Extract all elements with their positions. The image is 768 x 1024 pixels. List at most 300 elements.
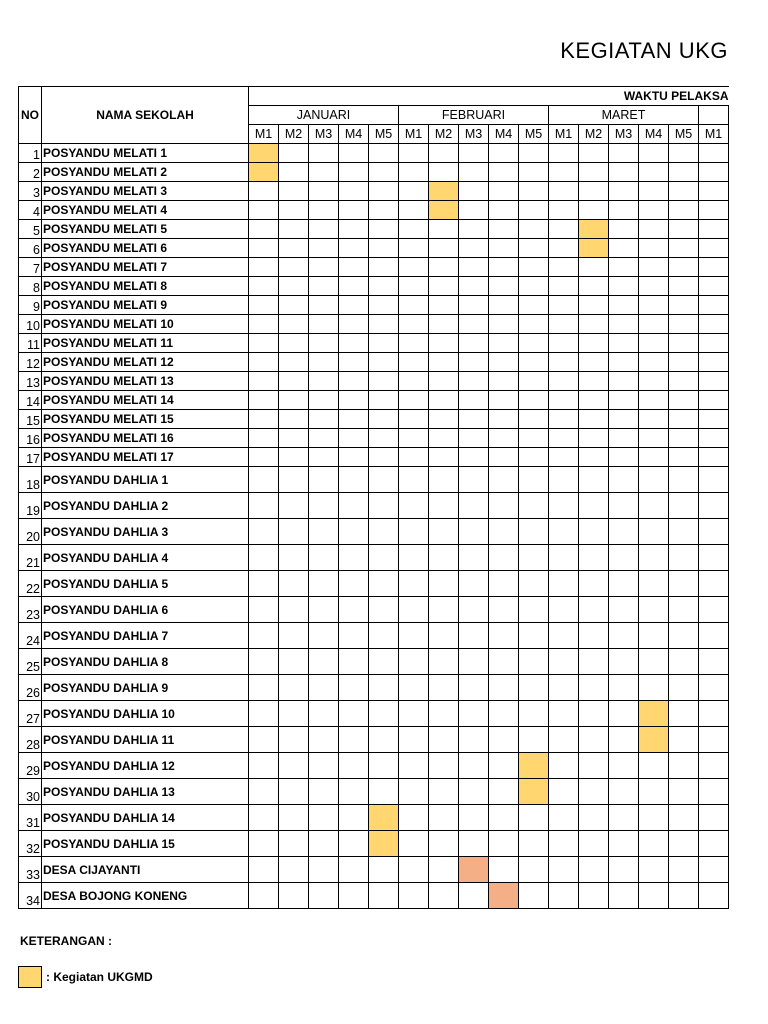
schedule-cell	[579, 883, 609, 909]
schedule-cell	[549, 727, 579, 753]
row-number: 34	[19, 883, 42, 909]
schedule-cell	[369, 353, 399, 372]
schedule-cell	[339, 353, 369, 372]
schedule-cell	[279, 315, 309, 334]
schedule-cell	[609, 675, 639, 701]
schedule-cell	[669, 467, 699, 493]
schedule-cell	[549, 857, 579, 883]
schedule-cell	[669, 493, 699, 519]
school-name: POSYANDU MELATI 7	[42, 258, 249, 277]
schedule-cell	[609, 334, 639, 353]
schedule-cell	[429, 353, 459, 372]
schedule-cell	[459, 334, 489, 353]
schedule-cell	[459, 805, 489, 831]
schedule-cell	[609, 201, 639, 220]
schedule-cell	[489, 239, 519, 258]
schedule-cell	[459, 675, 489, 701]
schedule-cell	[249, 315, 279, 334]
schedule-cell	[399, 831, 429, 857]
schedule-cell	[579, 701, 609, 727]
schedule-cell	[459, 239, 489, 258]
row-number: 4	[19, 201, 42, 220]
table-row	[19, 429, 729, 448]
schedule-cell	[609, 649, 639, 675]
schedule-cell	[399, 258, 429, 277]
schedule-cell	[429, 519, 459, 545]
schedule-cell	[579, 857, 609, 883]
row-number: 29	[19, 753, 42, 779]
table-row	[19, 163, 729, 182]
schedule-cell	[609, 857, 639, 883]
table-row	[19, 597, 729, 623]
schedule-cell	[549, 315, 579, 334]
schedule-cell	[609, 493, 639, 519]
table-row	[19, 467, 729, 493]
schedule-cell	[669, 372, 699, 391]
schedule-cell	[489, 334, 519, 353]
school-name: POSYANDU DAHLIA 8	[42, 649, 249, 675]
schedule-cell	[699, 258, 729, 277]
schedule-cell	[549, 519, 579, 545]
schedule-cell	[369, 597, 399, 623]
schedule-cell	[339, 258, 369, 277]
schedule-cell	[249, 410, 279, 429]
schedule-cell	[699, 805, 729, 831]
row-number: 3	[19, 182, 42, 201]
schedule-cell	[339, 410, 369, 429]
schedule-cell	[609, 467, 639, 493]
schedule-cell	[399, 429, 429, 448]
row-number: 2	[19, 163, 42, 182]
schedule-cell	[309, 448, 339, 467]
schedule-cell	[459, 727, 489, 753]
page-title: KEGIATAN UKG	[560, 38, 728, 63]
schedule-cell	[519, 448, 549, 467]
schedule-cell	[579, 519, 609, 545]
schedule-cell	[549, 372, 579, 391]
month-header: MARET	[549, 106, 699, 125]
schedule-cell	[699, 315, 729, 334]
schedule-cell	[309, 493, 339, 519]
schedule-cell	[309, 239, 339, 258]
schedule-cell	[459, 429, 489, 448]
schedule-cell	[669, 649, 699, 675]
schedule-cell	[279, 296, 309, 315]
schedule-cell	[369, 372, 399, 391]
schedule-cell	[489, 519, 519, 545]
schedule-cell	[339, 296, 369, 315]
schedule-cell	[609, 353, 639, 372]
schedule-cell	[429, 857, 459, 883]
schedule-cell	[339, 857, 369, 883]
schedule-cell	[249, 675, 279, 701]
school-name: POSYANDU DAHLIA 3	[42, 519, 249, 545]
schedule-cell	[519, 857, 549, 883]
schedule-cell	[639, 831, 669, 857]
schedule-cell	[279, 391, 309, 410]
schedule-cell	[699, 675, 729, 701]
schedule-cell	[309, 805, 339, 831]
schedule-cell	[339, 163, 369, 182]
schedule-cell	[279, 753, 309, 779]
schedule-cell	[249, 571, 279, 597]
row-number: 12	[19, 353, 42, 372]
table-row	[19, 144, 729, 163]
table-row	[19, 831, 729, 857]
schedule-cell	[399, 372, 429, 391]
schedule-cell	[249, 831, 279, 857]
table-row	[19, 701, 729, 727]
table-row	[19, 201, 729, 220]
schedule-cell	[609, 753, 639, 779]
schedule-cell	[309, 701, 339, 727]
schedule-cell	[669, 727, 699, 753]
schedule-cell	[399, 448, 429, 467]
schedule-cell	[519, 493, 549, 519]
schedule-cell	[249, 623, 279, 649]
schedule-cell	[579, 448, 609, 467]
school-name: POSYANDU MELATI 16	[42, 429, 249, 448]
schedule-cell	[249, 182, 279, 201]
schedule-cell	[369, 883, 399, 909]
month-header: JANUARI	[249, 106, 399, 125]
schedule-cell	[309, 753, 339, 779]
schedule-cell-marked	[519, 779, 549, 805]
school-name: POSYANDU MELATI 12	[42, 353, 249, 372]
schedule-cell	[549, 201, 579, 220]
schedule-cell	[279, 429, 309, 448]
schedule-cell	[669, 519, 699, 545]
legend-heading: KETERANGAN :	[20, 934, 112, 948]
schedule-cell	[579, 597, 609, 623]
schedule-cell	[399, 182, 429, 201]
schedule-cell	[459, 649, 489, 675]
schedule-cell	[519, 623, 549, 649]
schedule-cell	[699, 519, 729, 545]
schedule-cell	[639, 857, 669, 883]
school-name: POSYANDU MELATI 2	[42, 163, 249, 182]
schedule-cell	[639, 334, 669, 353]
schedule-cell	[399, 883, 429, 909]
school-name: POSYANDU DAHLIA 14	[42, 805, 249, 831]
schedule-cell	[639, 201, 669, 220]
table-row	[19, 753, 729, 779]
schedule-cell	[279, 467, 309, 493]
schedule-cell	[699, 831, 729, 857]
schedule-cell	[489, 220, 519, 239]
schedule-cell	[669, 144, 699, 163]
schedule-cell	[459, 258, 489, 277]
schedule-cell	[309, 144, 339, 163]
name-column-header: NAMA SEKOLAH	[42, 87, 249, 144]
table-row	[19, 493, 729, 519]
schedule-cell	[549, 334, 579, 353]
schedule-cell	[669, 239, 699, 258]
schedule-cell	[309, 675, 339, 701]
schedule-cell	[429, 277, 459, 296]
schedule-cell	[519, 258, 549, 277]
schedule-cell	[579, 144, 609, 163]
schedule-cell	[609, 372, 639, 391]
schedule-cell	[309, 163, 339, 182]
schedule-cell	[549, 429, 579, 448]
schedule-cell	[399, 296, 429, 315]
schedule-cell	[639, 296, 669, 315]
schedule-cell	[699, 623, 729, 649]
schedule-cell	[399, 805, 429, 831]
schedule-cell	[399, 779, 429, 805]
schedule-cell	[579, 545, 609, 571]
schedule-cell	[249, 448, 279, 467]
schedule-cell	[549, 675, 579, 701]
schedule-cell	[579, 571, 609, 597]
schedule-cell	[639, 220, 669, 239]
schedule-cell	[459, 623, 489, 649]
week-header: M3	[309, 125, 339, 144]
schedule-cell	[549, 623, 579, 649]
schedule-cell	[489, 857, 519, 883]
table-row	[19, 258, 729, 277]
schedule-cell	[249, 220, 279, 239]
schedule-cell	[519, 410, 549, 429]
schedule-cell	[339, 883, 369, 909]
schedule-cell	[669, 258, 699, 277]
week-header: M5	[369, 125, 399, 144]
schedule-cell	[489, 410, 519, 429]
schedule-cell	[609, 623, 639, 649]
schedule-cell	[609, 519, 639, 545]
table-row	[19, 334, 729, 353]
schedule-cell	[459, 883, 489, 909]
legend-swatch-ukgmd	[18, 966, 42, 988]
schedule-cell	[489, 779, 519, 805]
schedule-cell	[579, 753, 609, 779]
schedule-cell	[579, 296, 609, 315]
schedule-cell	[669, 163, 699, 182]
schedule-cell-marked	[489, 883, 519, 909]
row-number: 21	[19, 545, 42, 571]
schedule-cell	[489, 163, 519, 182]
schedule-cell	[549, 493, 579, 519]
school-name: POSYANDU MELATI 5	[42, 220, 249, 239]
schedule-cell	[399, 334, 429, 353]
row-number: 14	[19, 391, 42, 410]
schedule-cell	[489, 623, 519, 649]
school-name: POSYANDU MELATI 9	[42, 296, 249, 315]
schedule-cell	[519, 545, 549, 571]
schedule-cell	[309, 571, 339, 597]
schedule-cell	[489, 315, 519, 334]
schedule-cell	[279, 334, 309, 353]
schedule-cell	[549, 182, 579, 201]
schedule-cell-marked	[459, 857, 489, 883]
schedule-cell	[279, 779, 309, 805]
schedule-cell	[279, 144, 309, 163]
schedule-cell	[309, 857, 339, 883]
schedule-cell	[429, 753, 459, 779]
schedule-cell	[609, 448, 639, 467]
week-header: M1	[699, 125, 729, 144]
schedule-cell	[489, 296, 519, 315]
schedule-cell	[459, 372, 489, 391]
row-number: 31	[19, 805, 42, 831]
schedule-cell	[399, 410, 429, 429]
schedule-cell	[549, 277, 579, 296]
schedule-cell	[699, 857, 729, 883]
schedule-cell	[429, 883, 459, 909]
schedule-cell	[489, 353, 519, 372]
schedule-cell	[459, 467, 489, 493]
schedule-cell	[699, 727, 729, 753]
schedule-cell	[369, 220, 399, 239]
schedule-cell	[399, 467, 429, 493]
schedule-cell	[459, 701, 489, 727]
table-row	[19, 277, 729, 296]
schedule-cell	[459, 493, 489, 519]
schedule-cell	[279, 519, 309, 545]
school-name: POSYANDU DAHLIA 4	[42, 545, 249, 571]
schedule-cell	[429, 675, 459, 701]
schedule-cell	[249, 519, 279, 545]
schedule-cell	[369, 277, 399, 296]
time-header: WAKTU PELAKSA	[249, 87, 729, 106]
schedule-cell	[399, 144, 429, 163]
school-name: POSYANDU DAHLIA 5	[42, 571, 249, 597]
schedule-cell	[579, 277, 609, 296]
schedule-cell	[309, 277, 339, 296]
schedule-cell	[279, 410, 309, 429]
schedule-cell	[549, 753, 579, 779]
schedule-cell	[279, 701, 309, 727]
schedule-cell	[309, 353, 339, 372]
schedule-cell	[459, 753, 489, 779]
schedule-cell	[429, 163, 459, 182]
schedule-cell	[669, 334, 699, 353]
schedule-cell	[279, 675, 309, 701]
schedule-cell	[699, 571, 729, 597]
schedule-cell	[279, 239, 309, 258]
schedule-cell	[639, 519, 669, 545]
row-number: 19	[19, 493, 42, 519]
table-row	[19, 571, 729, 597]
schedule-cell	[489, 597, 519, 623]
schedule-cell	[429, 805, 459, 831]
schedule-cell	[549, 597, 579, 623]
schedule-cell	[459, 545, 489, 571]
schedule-cell	[339, 334, 369, 353]
schedule-cell	[669, 448, 699, 467]
row-number: 20	[19, 519, 42, 545]
schedule-cell	[429, 571, 459, 597]
schedule-cell	[249, 597, 279, 623]
table-row	[19, 675, 729, 701]
schedule-cell	[249, 258, 279, 277]
schedule-cell	[519, 429, 549, 448]
schedule-cell	[549, 467, 579, 493]
schedule-cell	[279, 182, 309, 201]
schedule-cell	[339, 545, 369, 571]
week-header: M1	[549, 125, 579, 144]
schedule-cell	[399, 701, 429, 727]
schedule-cell	[639, 571, 669, 597]
schedule-cell	[249, 467, 279, 493]
schedule-cell	[249, 545, 279, 571]
week-header: M4	[339, 125, 369, 144]
row-number: 9	[19, 296, 42, 315]
schedule-cell	[639, 623, 669, 649]
month-header: FEBRUARI	[399, 106, 549, 125]
schedule-cell	[399, 493, 429, 519]
row-number: 25	[19, 649, 42, 675]
week-header: M2	[429, 125, 459, 144]
schedule-cell	[519, 805, 549, 831]
schedule-cell	[459, 597, 489, 623]
schedule-cell	[459, 448, 489, 467]
schedule-cell	[669, 277, 699, 296]
schedule-cell	[369, 296, 399, 315]
row-number: 8	[19, 277, 42, 296]
schedule-cell	[279, 372, 309, 391]
schedule-cell	[699, 163, 729, 182]
schedule-cell	[309, 883, 339, 909]
schedule-cell	[609, 163, 639, 182]
schedule-cell	[369, 239, 399, 258]
schedule-cell-marked	[639, 727, 669, 753]
schedule-cell	[309, 391, 339, 410]
schedule-cell	[399, 857, 429, 883]
schedule-cell	[429, 429, 459, 448]
schedule-cell	[489, 277, 519, 296]
schedule-cell	[369, 753, 399, 779]
schedule-cell	[639, 410, 669, 429]
schedule-cell	[609, 597, 639, 623]
row-number: 6	[19, 239, 42, 258]
row-number: 1	[19, 144, 42, 163]
schedule-cell	[549, 353, 579, 372]
schedule-cell	[639, 258, 669, 277]
schedule-cell-marked	[579, 239, 609, 258]
schedule-cell	[369, 334, 399, 353]
schedule-cell	[399, 391, 429, 410]
schedule-cell	[669, 410, 699, 429]
schedule-cell	[279, 448, 309, 467]
schedule-cell	[519, 831, 549, 857]
schedule-cell	[369, 779, 399, 805]
schedule-cell	[609, 315, 639, 334]
schedule-cell	[639, 277, 669, 296]
schedule-cell	[309, 220, 339, 239]
schedule-cell	[369, 571, 399, 597]
schedule-cell	[279, 163, 309, 182]
schedule-cell-marked	[639, 701, 669, 727]
schedule-cell	[459, 410, 489, 429]
schedule-cell	[459, 315, 489, 334]
table-row	[19, 220, 729, 239]
table-row	[19, 410, 729, 429]
schedule-cell	[339, 779, 369, 805]
schedule-cell	[309, 372, 339, 391]
school-name: DESA BOJONG KONENG	[42, 883, 249, 909]
schedule-cell	[699, 545, 729, 571]
schedule-cell	[279, 623, 309, 649]
schedule-cell	[549, 448, 579, 467]
schedule-cell	[579, 429, 609, 448]
school-name: POSYANDU MELATI 6	[42, 239, 249, 258]
schedule-cell	[429, 315, 459, 334]
schedule-cell	[639, 675, 669, 701]
schedule-cell	[519, 315, 549, 334]
schedule-cell	[699, 429, 729, 448]
